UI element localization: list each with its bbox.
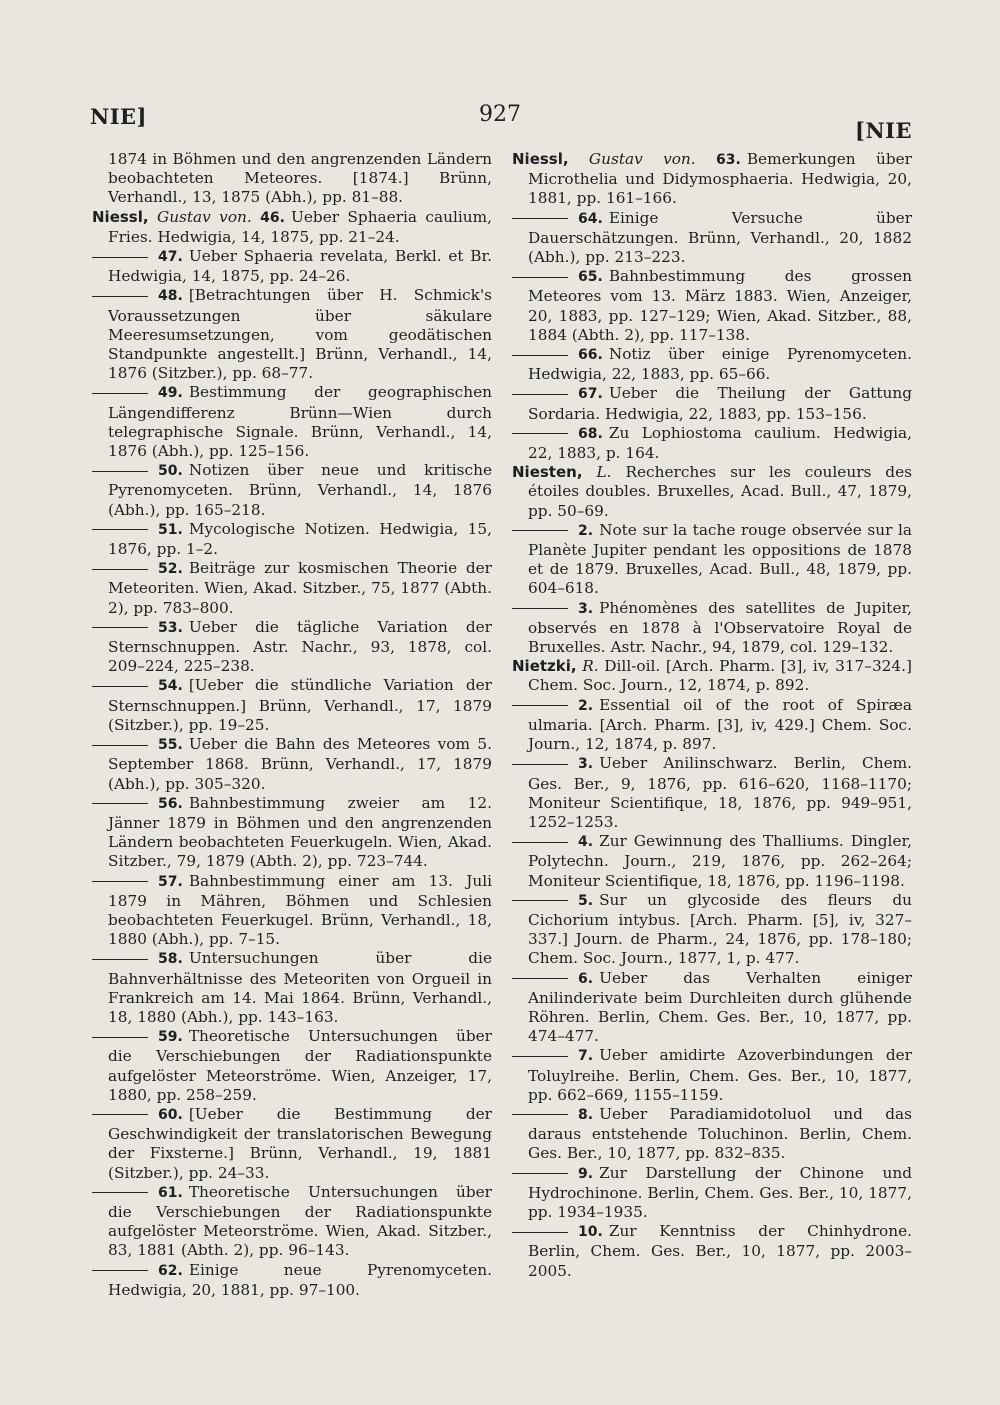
bibliography-entry [92,559,492,618]
ditto-dash [92,1114,148,1115]
entry-number: 46. [260,209,285,226]
entry-text: Ueber Paradiamidotoluol und das daraus entstehende Toluchinon. Berlin, Chem. Ges. Ber., 10, 1877, pp. 832–835. [528,1104,912,1163]
entry-number: 63. [716,152,741,168]
author-name: Niesten, [512,463,583,482]
bibliography-entry [92,383,492,461]
bibliography-entry [512,696,912,755]
entry-number: 59. [158,1029,183,1046]
entry-text: Ueber Sphaeria revelata, Berkl. et Br. Hedwigia, 14, 1875, pp. 24–26. [108,247,492,286]
entry-text: Ueber Sphaeria caulium, Fries. Hedwigia, 14, 1875, pp. 21–24. [108,207,492,246]
ditto-dash [512,355,568,356]
ditto-dash [92,393,148,394]
entry-text: [Ueber die Bestimmung der Geschwindigkeit der translatorischen Bewegung der Fixsterne.] Brünn, Verhandl., 19, 1881 (Sitzber.), pp. 24–33. [108,1104,492,1182]
entry-text: Mycologische Notizen. Hedwigia, 15, 1876, pp. 1–2. [108,519,492,559]
ditto-dash [92,686,148,687]
entry-text: Notiz über einige Pyrenomyceten. Hedwigia, 22, 1883, pp. 65–66. [528,345,912,384]
entry-text: [Betrachtungen über H. Schmick's Voraussetzungen über säkulare Meeresumsetzungen, vom geodätischen Standpunkte angestellt.] Brünn, Verhandl., 14, 1876 (Sitzber.), pp. 68–77. [108,286,492,383]
entry-text: Phénomènes des satellites de Jupiter, observés en 1878 à l'Observatoire Royal de Bruxelles. Astr. Nachr., 94, 1879, col. 129–132. [528,598,912,657]
bibliography-entry [512,267,912,345]
entry-text: Notizen über neue und kritische Pyrenomyceten. Brünn, Verhandl., 14, 1876 (Abh.), pp. 165–218. [108,461,492,519]
bibliography-entry [512,754,912,832]
bibliography-entry [512,832,912,891]
entry-text: Einige neue Pyrenomyceten. Hedwigia, 20, 1881, pp. 97–100. [108,1260,492,1299]
bibliography-entry [512,1164,912,1223]
entry-number: 6. [578,970,594,987]
bibliography-entry [92,1261,492,1300]
bibliography-entry [512,345,912,384]
ditto-dash [512,842,568,843]
bibliography-entry [92,872,492,950]
author-given-name: Gustav von. [588,150,696,168]
bibliography-entry [92,794,492,872]
ditto-dash [92,745,148,746]
entry-number: 5. [578,892,594,909]
entry-number: 3. [578,600,594,617]
entry-text: Ueber die Theilung der Gattung Sordaria. Hedwigia, 22, 1883, pp. 153–156. [528,384,912,423]
bibliography-entry [512,969,912,1047]
bibliography-entry [92,1027,492,1105]
ditto-dash [512,900,568,901]
ditto-dash [512,764,568,765]
ditto-dash [512,978,568,979]
entry-text: Einige Versuche über Dauerschätzungen. Brünn, Verhandl., 20, 1882 (Abh.), pp. 213–223. [528,208,912,267]
ditto-dash [92,529,148,530]
ditto-dash [92,296,148,297]
entry-text: Ueber amidirte Azoverbindungen der Toluylreihe. Berlin, Chem. Ges. Ber., 10, 1877, pp. 662–669, 1155–1159. [528,1046,912,1104]
bibliography-entry [92,949,492,1027]
entry-number: 65. [578,269,603,286]
entry-number: 7. [578,1048,594,1065]
author-name: Nietzki, [512,657,577,676]
entry-number: 51. [158,521,183,538]
entry-number: 66. [578,347,603,364]
entry-number: 50. [158,463,183,480]
entry-text: Ueber Anilinschwarz. Berlin, Chem. Ges. Ber., 9, 1876, pp. 616–620, 1168–1170; Moniteur Scientifique, 18, 1876, pp. 949–951, 1252–1253. [528,754,912,831]
bibliography-entry [92,676,492,735]
author-given-name: L. [596,463,612,482]
entry-number: 61. [158,1184,183,1201]
entry-text: 1874 in Böhmen und den angrenzenden Ländern beobachteten Meteores. [1874.] Brünn, Verhandl., 13, 1875 (Abh.), pp. 81–88. [108,150,492,207]
entry-number: 54. [158,678,183,695]
bibliography-entry [512,1046,912,1105]
entry-text: Note sur la tache rouge observée sur la Planète Jupiter pendant les oppositions de 1878 et de 1879. Bruxelles, Acad. Bull., 48, 1879, pp. 604–618. [528,520,912,598]
bibliography-entry [512,599,912,658]
entry-text: Bemerkungen über Microthelia und Didymosphaeria. Hedwigia, 20, 1881, pp. 161–166. [528,150,912,208]
bibliography-entry [512,1222,912,1281]
right-column [512,150,912,1281]
entry-text: Sur un glycoside des fleurs du Cichorium intybus. [Arch. Pharm. [5], iv, 327–337.] Journ. de Pharm., 24, 1876, pp. 178–180; Chem. Soc. Journ., 1877, 1, p. 477. [528,890,912,968]
entry-number: 48. [158,288,183,305]
bibliography-entry [92,520,492,559]
ditto-dash [512,1114,568,1115]
entry-text: Ueber die tägliche Variation der Sternschnuppen. Astr. Nachr., 93, 1878, col. 209–224, 225–238. [108,617,492,676]
bibliography-entry [92,735,492,794]
entry-number: 55. [158,737,183,754]
ditto-dash [512,1232,568,1233]
ditto-dash [92,569,148,570]
bibliography-entry [512,521,912,599]
entry-number: 4. [578,834,594,851]
running-head-left: NIE] [90,104,147,129]
bibliography-entry [92,618,492,677]
ditto-dash [512,705,568,706]
bibliography-entry [512,463,912,521]
entry-text: Theoretische Untersuchungen über die Verschiebungen der Radiationspunkte aufgelöster Meteorströme. Wien, Akad. Sitzber., 83, 1881 (Abth. 2), pp. 96–143. [108,1182,492,1260]
ditto-dash [512,394,568,395]
entry-number: 64. [578,210,603,227]
bibliography-entry [512,424,912,463]
author-name: Niessl, [512,150,569,168]
entry-number: 62. [158,1262,183,1279]
bibliography-entry [512,1105,912,1164]
entry-number: 2. [578,522,594,539]
bibliography-entry [92,150,492,208]
ditto-dash [512,608,568,609]
entry-number: 56. [158,795,183,812]
entry-text: Bahnbestimmung des grossen Meteores vom 13. März 1883. Wien, Anzeiger, 20, 1883, pp. 127–129; Wien, Akad. Sitzber., 88, 1884 (Abth. 2), pp. 117–138. [528,267,912,344]
author-name: Niessl, [92,207,149,226]
entry-text: Zur Kenntniss der Chinhydrone. Berlin, Chem. Ges. Ber., 10, 1877, pp. 2003–2005. [528,1222,912,1280]
entry-text: Zur Gewinnung des Thalliums. Dingler, Polytechn. Journ., 219, 1876, pp. 262–264; Moniteur Scientifique, 18, 1876, pp. 1196–1198. [528,832,912,890]
entry-text: Ueber das Verhalten einiger Anilinderivate beim Durchleiten durch glühende Röhren. Berlin, Chem. Ges. Ber., 10, 1877, pp. 474–477. [528,968,912,1046]
bibliography-entry [512,891,912,969]
bibliography-entry [512,150,912,209]
bibliography-entry [92,1105,492,1183]
ditto-dash [92,627,148,628]
entry-number: 53. [158,619,183,636]
page-header [0,104,1000,144]
entry-number: 57. [158,873,183,890]
entry-number: 67. [578,386,603,403]
bibliography-entry [512,657,912,695]
bibliography-entry [512,209,912,268]
ditto-dash [92,881,148,882]
entry-number: 9. [578,1165,594,1182]
entry-number: 2. [578,697,594,714]
ditto-dash [512,277,568,278]
left-column [92,150,492,1300]
bibliography-entry [92,208,492,247]
entry-text: Essential oil of the root of Spiræa ulmaria. [Arch. Pharm. [3], iv, 429.] Chem. Soc. Journ., 12, 1874, p. 897. [528,695,912,754]
ditto-dash [512,218,568,219]
page-number: 927 [479,102,521,127]
entry-text: Theoretische Untersuchungen über die Verschiebungen der Radiationspunkte aufgelöster Meteorströme. Wien, Anzeiger, 17, 1880, pp. 258–259. [108,1027,492,1104]
entry-number: 58. [158,951,183,968]
entry-text: Ueber die Bahn des Meteores vom 5. September 1868. Brünn, Verhandl., 17, 1879 (Abh.), pp. 305–320. [108,735,492,793]
bibliography-entry [92,247,492,286]
bibliography-entry [92,461,492,520]
entry-number: 49. [158,385,183,402]
bibliography-entry [512,384,912,423]
ditto-dash [92,471,148,472]
entry-text: Beiträge zur kosmischen Theorie der Meteoriten. Wien, Akad. Sitzber., 75, 1877 (Abth. 2), pp. 783–800. [108,559,492,617]
entry-text: Bahnbestimmung einer am 13. Juli 1879 in Mähren, Böhmen und Schlesien beobachteten Feuerkugel. Brünn, Verhandl., 18, 1880 (Abh.), pp. 7–15. [108,871,492,949]
entry-number: 52. [158,561,183,578]
ditto-dash [512,530,568,531]
entry-text: Bahnbestimmung zweier am 12. Jänner 1879 in Böhmen und den angrenzenden Ländern beobachteten Feuerkugeln. Wien, Akad. Sitzber., 79, 1879 (Abth. 2), pp. 723–744. [108,793,492,871]
entry-text: Recherches sur les couleurs des étoiles doubles. Bruxelles, Acad. Bull., 47, 1879, pp. 50–69. [528,463,912,520]
entry-number: 10. [578,1224,603,1241]
entry-text: Untersuchungen über die Bahnverhältnisse des Meteoriten von Orgueil in Frankreich am 14. Mai 1864. Brünn, Verhandl., 18, 1880 (Abh.), pp. 143–163. [108,949,492,1026]
ditto-dash [92,1037,148,1038]
entry-text: [Ueber die stündliche Variation der Sternschnuppen.] Brünn, Verhandl., 17, 1879 (Sitzber.), pp. 19–25. [108,676,492,734]
bibliography-entry [92,286,492,383]
entry-text: Zu Lophiostoma caulium. Hedwigia, 22, 1883, p. 164. [528,423,912,463]
ditto-dash [92,257,148,258]
entry-text: Bestimmung der geographischen Längendifferenz Brünn—Wien durch telegraphische Signale. Brünn, Verhandl., 14, 1876 (Abh.), pp. 125–156. [108,383,492,461]
entry-text: Dill-oil. [Arch. Pharm. [3], iv, 317–324.] Chem. Soc. Journ., 12, 1874, p. 892. [528,657,912,695]
bibliography-entry [92,1183,492,1261]
ditto-dash [92,803,148,804]
author-given-name: R. [582,657,599,676]
entry-number: 3. [578,756,594,773]
ditto-dash [512,433,568,434]
entry-number: 60. [158,1106,183,1123]
entry-number: 47. [158,249,183,266]
entry-number: 8. [578,1106,594,1123]
entry-number: 68. [578,425,603,442]
running-head-right: [NIE [855,118,912,143]
entry-text: Zur Darstellung der Chinone und Hydrochinone. Berlin, Chem. Ges. Ber., 10, 1877, pp. 1934–1935. [528,1163,912,1221]
author-given-name: Gustav von. [156,207,252,226]
ditto-dash [512,1056,568,1057]
ditto-dash [92,1270,148,1271]
ditto-dash [512,1173,568,1174]
ditto-dash [92,1192,148,1193]
ditto-dash [92,959,148,960]
